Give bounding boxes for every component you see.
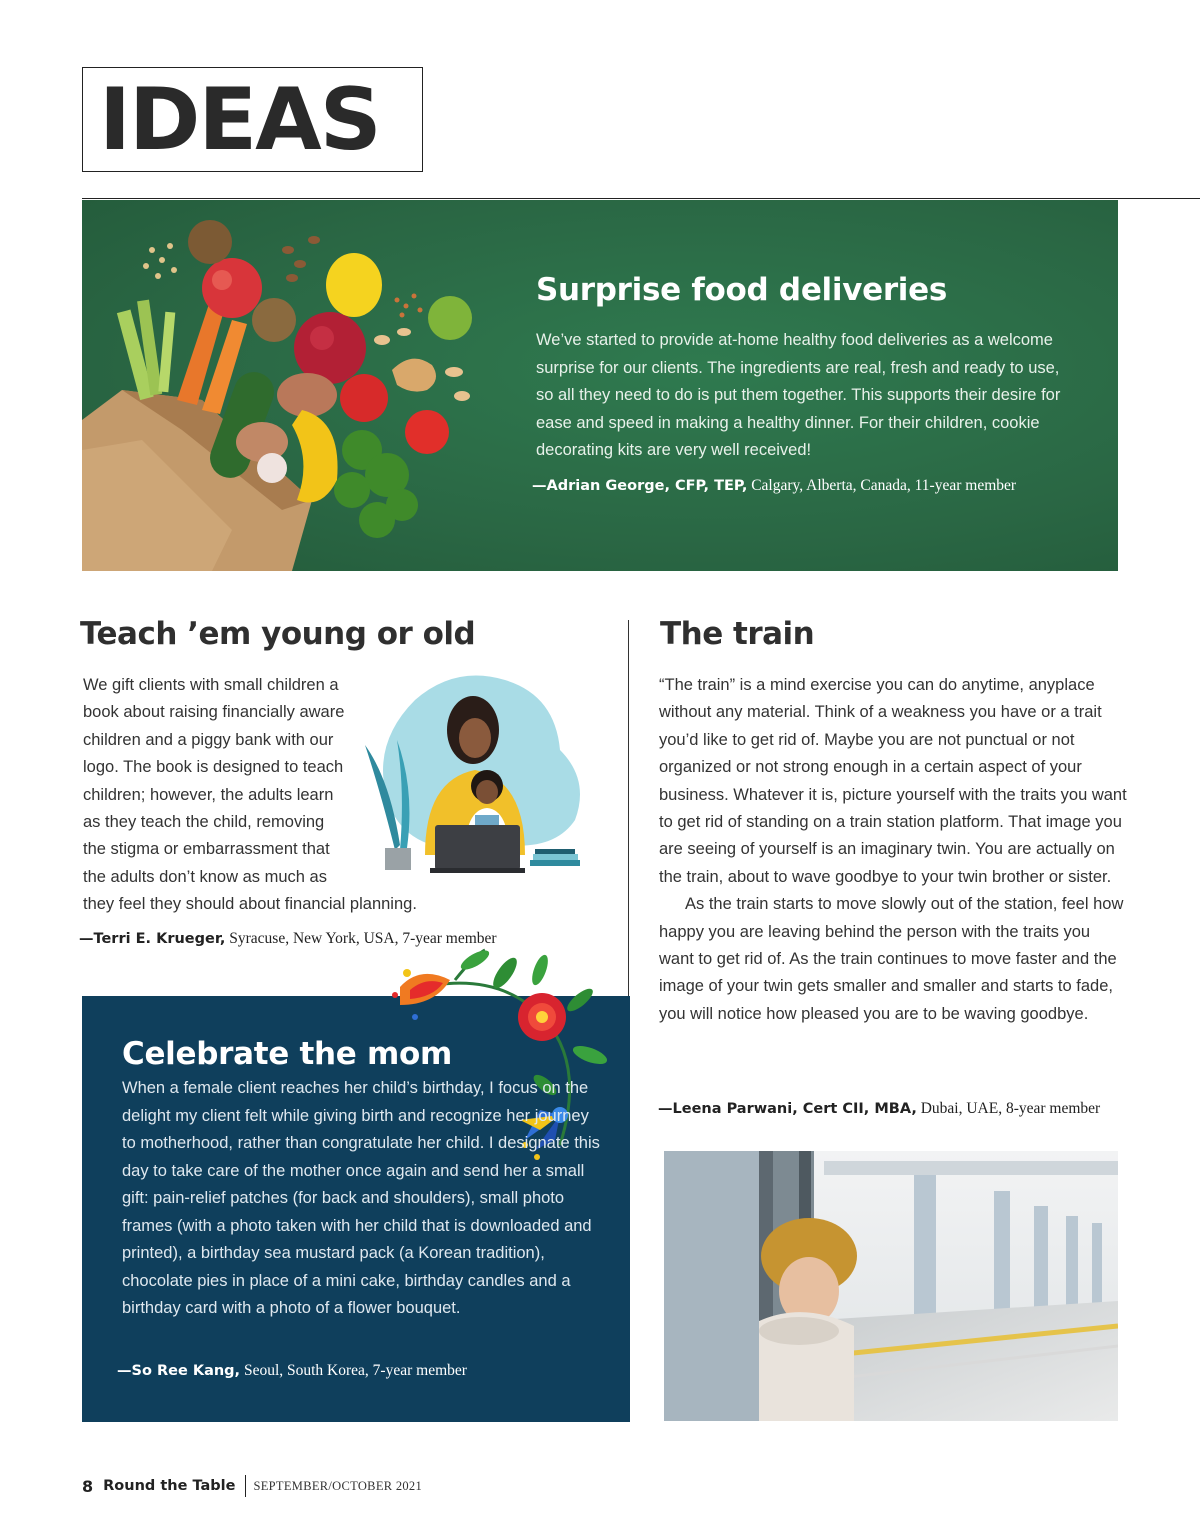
grocery-bag-illustration xyxy=(82,200,522,571)
body-line: children; however, the adults learn xyxy=(83,785,334,804)
body-line: as they teach the child, removing xyxy=(83,813,325,832)
attribution-location: Seoul, South Korea, 7-year member xyxy=(240,1362,467,1379)
mom-feature-heading: Celebrate the mom xyxy=(122,1036,452,1072)
teach-article-body xyxy=(83,672,373,891)
section-title-box xyxy=(82,67,423,172)
page-number: 8 xyxy=(82,1476,94,1496)
attribution-location: Calgary, Alberta, Canada, 11-year member xyxy=(747,477,1017,494)
attribution-location: Syracuse, New York, USA, 7-year member xyxy=(225,930,497,947)
food-feature-body: We’ve started to provide at-home healthy food deliveries as a welcome surprise for our clients. The ingredients are real, fresh and ready to use, so all they need to do is put them together. This supports their desire for ease and speed in making a healthy dinner. For their children, cookie decorating kits are very well received! xyxy=(536,331,1061,459)
body-line: the stigma or embarrassment that xyxy=(83,840,330,859)
body-line: logo. The book is designed to teach xyxy=(83,758,344,777)
header-rule xyxy=(82,198,1200,199)
body-line: children and a piggy bank with our xyxy=(83,730,334,749)
magazine-name: Round the Table xyxy=(103,1478,236,1494)
section-title: IDEAS xyxy=(99,70,380,170)
train-window-photo xyxy=(664,1151,1118,1421)
attribution-name: —Terri E. Krueger, xyxy=(79,931,226,947)
attribution-name: —Adrian George, CFP, TEP, xyxy=(532,478,748,494)
mom-feature-attribution xyxy=(117,1362,467,1380)
train-article-attribution xyxy=(658,1100,1100,1118)
food-feature-attribution xyxy=(532,477,1016,495)
train-paragraph-1: “The train” is a mind exercise you can do anytime, anyplace without any material. Think of a weakness you have or a trait you’d like to get rid of. Maybe you are not punctual or not organized or not strong enough in a certain aspect of your business. Whatever it is, picture yourself with the traits you want to get rid of standing on a train station platform. That image you are seeing of yourself is an imaginary twin. You are actually on the train, about to wave goodbye to your twin brother or sister. xyxy=(659,676,1127,886)
footer-divider xyxy=(245,1475,246,1497)
issue-date: SEPTEMBER/OCTOBER 2021 xyxy=(253,1478,423,1493)
teach-article-heading: Teach ’em young or old xyxy=(80,616,476,652)
food-feature-panel xyxy=(82,200,1118,571)
page-footer xyxy=(82,1474,422,1498)
mom-feature-body: When a female client reaches her child’s birthday, I focus on the delight my client felt while giving birth and recognize her journey to motherhood, rather than congratulate her child. I designate this day to take care of the mother once again and send her a small gift: pain-relief patches (for back and shoulders), small photo frames (with a photo taken with her child that is downloaded and printed), a birthday sea mustard pack (a Korean tradition), chocolate pies in place of a mini cake, birthday candles and a birthday card with a photo of a flower bouquet. xyxy=(122,1079,600,1317)
mother-child-laptop-illustration xyxy=(355,670,595,875)
attribution-location: Dubai, UAE, 8-year member xyxy=(916,1100,1101,1117)
column-divider xyxy=(628,620,629,996)
body-line: book about raising financially aware xyxy=(83,703,345,722)
teach-article-body-last-line: they feel they should about financial planning. xyxy=(83,895,417,913)
body-line: We gift clients with small children a xyxy=(83,676,339,694)
body-line: the adults don’t know as much as xyxy=(83,867,327,886)
attribution-name: —Leena Parwani, Cert CII, MBA, xyxy=(658,1101,917,1117)
attribution-name: —So Ree Kang, xyxy=(117,1363,241,1379)
train-article-heading: The train xyxy=(660,616,815,652)
train-article-body xyxy=(659,672,1129,1028)
food-feature-heading: Surprise food deliveries xyxy=(536,272,948,308)
train-paragraph-2: As the train starts to move slowly out of the station, feel how happy you are leaving behind the person with the traits you want to get rid of. As the train continues to move faster and the image of your twin gets smaller and smaller and starts to fade, you will notice how pleased you are to be waving goodbye. xyxy=(659,895,1124,1023)
